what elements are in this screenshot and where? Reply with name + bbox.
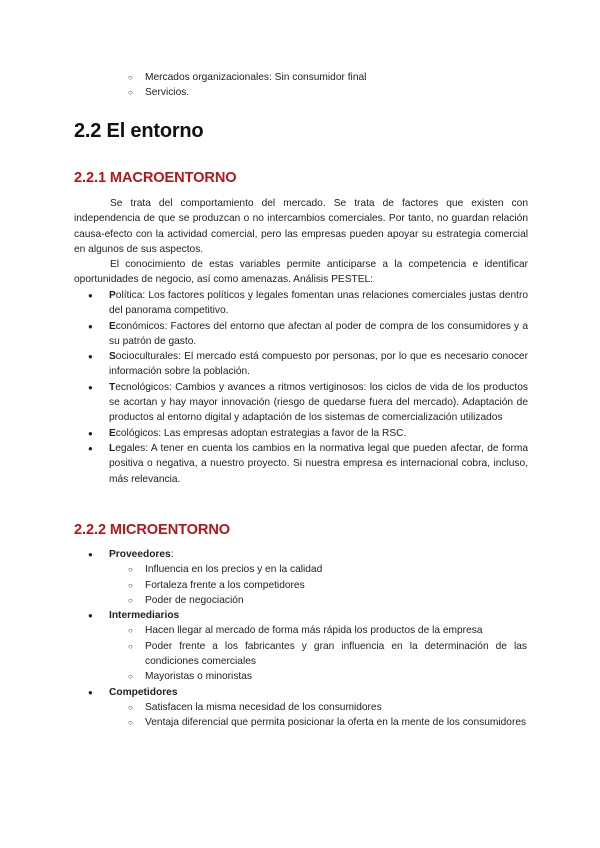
microentorno-list <box>0 547 600 731</box>
hollow-bullet-icon: ○ <box>128 580 133 590</box>
bullet-icon: ● <box>88 443 93 453</box>
group-intermediarios <box>0 608 600 623</box>
macro-paragraph-2: El conocimiento de estas variables permite anticiparse a la competencia e identificar oportunidades de negocio, así como amenazas. Análisis PESTEL: <box>74 259 528 286</box>
list-item-text: Poder frente a los fabricantes y gran influencia en la determinación de las condiciones comerciales <box>145 640 527 668</box>
pestel-item-politica <box>0 288 600 319</box>
bullet-icon: ● <box>88 550 93 559</box>
group-label-suffix: : <box>170 549 174 560</box>
list-item <box>0 593 600 608</box>
list-item-text: Satisfacen la misma necesidad de los consumidores <box>145 701 382 713</box>
pestel-initial: T <box>109 381 116 393</box>
list-item-text: Influencia en los precios y en la calidad <box>145 564 323 576</box>
pestel-text: conómicos: Factores del entorno que afectan al poder de compra de los consumidores y a su patrón de gasto. <box>109 320 528 347</box>
pestel-list <box>0 288 600 487</box>
list-item <box>0 562 600 577</box>
group-competidores <box>0 685 600 700</box>
bullet-icon: ● <box>88 611 93 621</box>
pestel-text: ocioculturales: El mercado está compuesto por personas, por lo que es necesario conocer información sobre la población. <box>109 351 528 378</box>
list-item <box>0 715 600 730</box>
hollow-bullet-icon: ○ <box>128 73 133 82</box>
bullet-icon: ● <box>88 382 93 392</box>
pestel-item-ecologicos <box>0 426 600 441</box>
list-item-text: Servicios. <box>145 87 190 99</box>
pestel-item-socioculturales <box>0 349 600 380</box>
pestel-text: cológicos: Las empresas adoptan estrategias a favor de la RSC. <box>115 427 407 439</box>
list-item <box>0 623 600 638</box>
list-item <box>0 70 600 85</box>
list-item-text: Mercados organizacionales: Sin consumidor final <box>145 72 367 83</box>
pestel-initial: S <box>109 351 116 363</box>
pestel-initial: E <box>109 320 116 332</box>
top-sub-list <box>0 70 600 101</box>
pestel-item-economicos <box>0 319 600 350</box>
pestel-item-legales <box>0 441 600 487</box>
hollow-bullet-icon: ○ <box>128 626 133 636</box>
macro-paragraph-1: Se trata del comportamiento del mercado. Se trata de factores que existen con independencia de que se produzcan o no intercambios comerciales. Por tanto, no guardan relación causa-efecto con la actividad comercial, pero las empresas pueden apoyar su estrategia comercial en algunos de sus aspectos. <box>74 198 528 255</box>
list-item-text: Mayoristas o minoristas <box>145 671 252 683</box>
group-label: Intermediarios <box>109 610 180 622</box>
pestel-text: egales: A tener en cuenta los cambios en la normativa legal que pueden afectar, de forma positiva o negativa, a nuestro proyecto. Si nuestra empresa es internacional cobra, incluso, más relevancia. <box>109 442 528 485</box>
section-title: 2.2 El entorno <box>74 120 204 142</box>
bullet-icon: ● <box>88 428 93 438</box>
list-item-text: Hacen llegar al mercado de forma más rápida los productos de la empresa <box>145 625 483 637</box>
bullet-icon: ● <box>88 291 93 300</box>
microentorno-heading: 2.2.2 MICROENTORNO <box>74 522 231 538</box>
list-item <box>0 669 600 684</box>
macroentorno-heading: 2.2.1 MACROENTORNO <box>74 170 237 186</box>
hollow-bullet-icon: ○ <box>128 595 133 605</box>
list-item-text: Ventaja diferencial que permita posicionar la oferta en la mente de los consumidores <box>145 717 527 729</box>
hollow-bullet-icon: ○ <box>128 88 133 98</box>
list-item <box>0 578 600 593</box>
bullet-icon: ● <box>88 321 93 331</box>
hollow-bullet-icon: ○ <box>128 702 133 712</box>
pestel-item-tecnologicos <box>0 380 600 426</box>
pestel-initial: L <box>109 442 116 454</box>
hollow-bullet-icon: ○ <box>128 641 133 651</box>
pestel-text: olítica: Los factores políticos y legales fomentan unas relaciones comerciales justas dentro del panorama competitivo. <box>109 290 528 317</box>
bullet-icon: ● <box>88 687 93 697</box>
list-item <box>0 700 600 715</box>
hollow-bullet-icon: ○ <box>128 718 133 728</box>
group-label: Competidores <box>109 686 178 698</box>
pestel-initial: P <box>109 290 116 301</box>
list-item <box>0 639 600 670</box>
group-proveedores <box>0 547 600 562</box>
list-item <box>0 85 600 100</box>
hollow-bullet-icon: ○ <box>128 565 133 575</box>
bullet-icon: ● <box>88 352 93 362</box>
pestel-initial: E <box>109 427 116 439</box>
group-label: Proveedores <box>109 549 171 560</box>
hollow-bullet-icon: ○ <box>128 672 133 682</box>
list-item-text: Fortaleza frente a los competidores <box>145 579 305 591</box>
list-item-text: Poder de negociación <box>145 594 244 606</box>
pestel-text: ecnológicos: Cambios y avances a ritmos vertiginosos: los ciclos de vida de los productos se acortan y hay mayor innovación (riesgo de quedarse fuera del mercado). Adaptación de productos al entorno digital y adaptación de los sistemas de comercialización utilizados <box>109 381 528 424</box>
